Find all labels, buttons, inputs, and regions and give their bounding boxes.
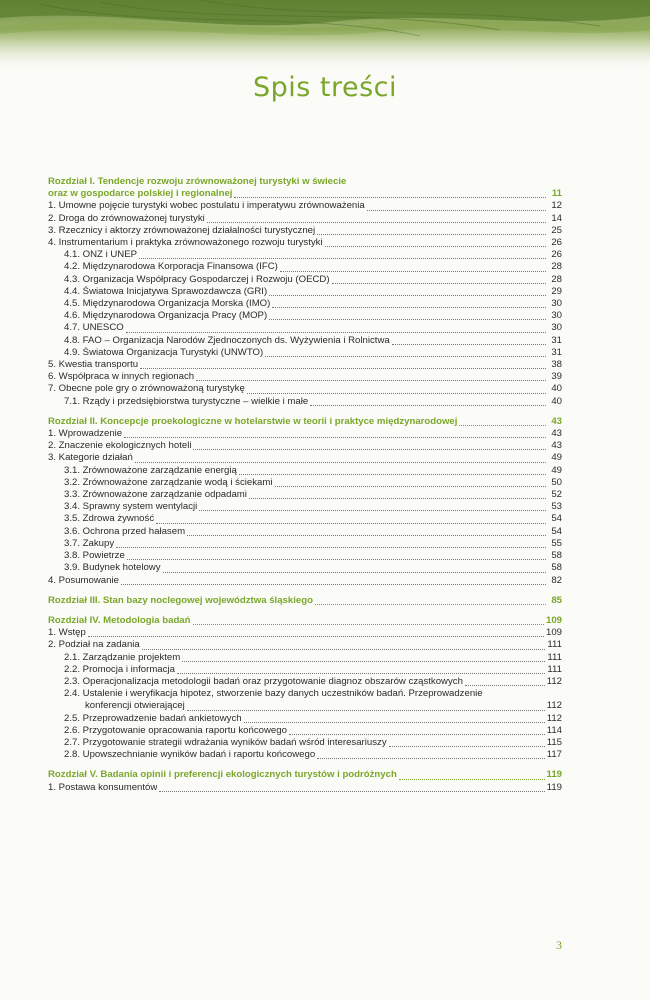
toc-entry-label: 3.1. Zrównoważone zarządzanie energią	[64, 464, 237, 476]
toc-entry	[48, 213, 562, 225]
toc-chapter	[48, 416, 562, 428]
toc-entry-label: 4.3. Organizacja Współpracy Gospodarczej i Rozwoju (OECD)	[64, 273, 330, 285]
toc-entry-label: 3. Rzecznicy i aktorzy zrównoważonej działalności turystycznej	[48, 224, 316, 236]
toc-entry	[48, 639, 562, 651]
toc-leader-dots	[139, 248, 546, 259]
toc-page-number: 43	[551, 440, 562, 452]
toc-page-number: 31	[551, 334, 562, 346]
toc-entry	[48, 676, 562, 688]
toc-entry	[48, 501, 562, 513]
toc-leader-dots	[196, 370, 546, 381]
toc-page-number: 114	[546, 724, 562, 736]
toc-entry-label: 4.6. Międzynarodowa Organizacja Pracy (MOP)	[64, 310, 268, 322]
toc-page-number: 11	[551, 188, 562, 200]
toc-leader-dots	[140, 358, 546, 369]
toc-page-number: 55	[551, 537, 562, 549]
toc-entry-label: 4.4. Światowa Inicjatywa Sprawozdawcza (GRI)	[64, 285, 268, 297]
toc-entry	[48, 526, 562, 538]
toc-leader-dots	[269, 309, 546, 320]
toc-entry	[48, 335, 562, 347]
toc-entry	[48, 452, 562, 464]
toc-entry	[48, 200, 562, 212]
toc-leader-dots	[239, 464, 546, 475]
toc-chapter-title: Rozdział II. Koncepcje proekologiczne w hotelarstwie w teorii i praktyce międzynarodowej	[48, 415, 458, 427]
toc-entry	[48, 261, 562, 273]
toc-entry-label: 2.2. Promocja i informacja	[64, 663, 175, 675]
toc-entry-label: 2.3. Operacjonalizacja metodologii badań oraz przygotowanie diagnoz obszarów cząstkowych	[64, 675, 463, 687]
toc-entry-label: 2. Podział na zadania	[48, 639, 140, 651]
toc-page-number: 40	[551, 395, 562, 407]
toc-leader-dots	[124, 427, 546, 438]
toc-entry-label: 6. Współpraca w innych regionach	[48, 371, 195, 383]
toc-page-number: 109	[545, 627, 562, 639]
toc-page-number: 50	[551, 476, 562, 488]
toc-leader-dots	[244, 712, 545, 723]
toc-chapter	[48, 615, 562, 627]
toc-entry-label: 1. Wstęp	[48, 627, 86, 639]
toc-leader-dots	[275, 476, 546, 487]
toc-entry	[48, 396, 562, 408]
toc-chapter-title: Rozdział I. Tendencje rozwoju zrównoważonej turystyki w świecie	[48, 176, 347, 187]
toc-page-number: 111	[547, 639, 562, 651]
toc-leader-dots	[127, 549, 546, 560]
toc-leader-dots	[399, 769, 545, 780]
toc-entry-label: 4. Posumowanie	[48, 574, 119, 586]
toc-leader-dots	[234, 187, 546, 198]
toc-leader-dots	[135, 452, 546, 463]
toc-leader-dots	[459, 415, 546, 426]
toc-entry	[48, 359, 562, 371]
toc-leader-dots	[142, 639, 546, 650]
toc-leader-dots	[177, 663, 546, 674]
toc-entry-label: 1. Postawa konsumentów	[48, 781, 158, 793]
toc-page-number: 49	[551, 452, 562, 464]
toc-entry	[48, 562, 562, 574]
toc-entry	[48, 688, 562, 712]
toc-page-number: 29	[551, 285, 562, 297]
toc-page-number: 40	[551, 383, 562, 395]
toc-entry-label: 4.9. Światowa Organizacja Turystyki (UNWTO)	[64, 346, 264, 358]
toc-entry-label: 4.1. ONZ i UNEP	[64, 249, 138, 261]
toc-leader-dots	[310, 395, 546, 406]
toc-leader-dots	[272, 297, 546, 308]
toc-entry	[48, 627, 562, 639]
toc-chapter-title-cont: oraz w gospodarce polskiej i regionalnej	[48, 188, 233, 200]
toc-entry-label: 7. Obecne pole gry o zrównoważoną turystykę	[48, 383, 245, 395]
toc-entry	[48, 237, 562, 249]
toc-entry	[48, 477, 562, 489]
toc-chapter-title: Rozdział IV. Metodologia badań	[48, 614, 191, 626]
toc-entry-label: 3.8. Powietrze	[64, 550, 125, 562]
toc-page-number: 26	[551, 237, 562, 249]
toc-entry-label: 4.5. Międzynarodowa Organizacja Morska (IMO)	[64, 298, 271, 310]
toc-entry-label: 3.5. Zdrowa żywność	[64, 513, 155, 525]
toc-entry	[48, 383, 562, 395]
toc-page-number: 85	[551, 594, 562, 606]
toc-page-number: 30	[551, 298, 562, 310]
toc-leader-dots	[126, 322, 546, 333]
toc-leader-dots	[317, 748, 545, 759]
toc-leader-dots	[199, 500, 546, 511]
toc-entry	[48, 749, 562, 761]
toc-leader-dots	[367, 200, 546, 211]
toc-page-number: 119	[546, 769, 562, 781]
toc-entry	[48, 737, 562, 749]
toc-leader-dots	[465, 675, 545, 686]
toc-entry-label: 1. Umowne pojęcie turystyki wobec postulatu i imperatywu zrównoważenia	[48, 200, 365, 212]
toc-chapter	[48, 176, 562, 200]
toc-entry-label: 3.6. Ochrona przed hałasem	[64, 525, 186, 537]
toc-page-number: 111	[547, 663, 562, 675]
toc-leader-dots	[207, 212, 546, 223]
toc-leader-dots	[187, 525, 546, 536]
toc-leader-dots	[289, 724, 545, 735]
toc-entry	[48, 513, 562, 525]
toc-page-number: 14	[551, 212, 562, 224]
toc-entry-label: 2.4. Ustalenie i weryfikacja hipotez, stworzenie bazy danych uczestników badań. Przeprowadzenie	[64, 688, 483, 700]
toc-entry	[48, 652, 562, 664]
toc-page-number: 54	[551, 513, 562, 525]
toc-entry	[48, 713, 562, 725]
toc-leader-dots	[182, 651, 545, 662]
toc-page-number: 39	[551, 371, 562, 383]
toc-page-number: 49	[551, 464, 562, 476]
toc-leader-dots	[317, 224, 546, 235]
toc-leader-dots	[121, 574, 546, 585]
header-landscape-image	[0, 0, 650, 72]
toc-page-number: 115	[546, 736, 562, 748]
toc-entry	[48, 550, 562, 562]
toc-page-number: 26	[551, 249, 562, 261]
table-of-contents	[48, 176, 562, 794]
toc-entry	[48, 465, 562, 477]
toc-entry-label: 3.9. Budynek hotelowy	[64, 562, 161, 574]
toc-page-number: 30	[551, 310, 562, 322]
toc-page-number: 58	[551, 562, 562, 574]
toc-page-number: 28	[551, 273, 562, 285]
toc-entry-label: 2.8. Upowszechnianie wyników badań i raportu końcowego	[64, 749, 316, 761]
toc-entry	[48, 225, 562, 237]
toc-entry-label: 7.1. Rządy i przedsiębiorstwa turystyczne – wielkie i małe	[64, 395, 309, 407]
toc-page-number: 38	[551, 359, 562, 371]
toc-page-number: 28	[551, 261, 562, 273]
toc-page-number: 31	[551, 346, 562, 358]
toc-entry	[48, 310, 562, 322]
toc-entry	[48, 782, 562, 794]
toc-page-number: 82	[551, 574, 562, 586]
toc-entry-label: 4.8. FAO – Organizacja Narodów Zjednoczonych ds. Wyżywienia i Rolnictwa	[64, 334, 390, 346]
toc-entry	[48, 274, 562, 286]
toc-entry-label: 3.4. Sprawny system wentylacji	[64, 501, 198, 513]
toc-leader-dots	[249, 488, 546, 499]
toc-entry-label: 2.5. Przeprowadzenie badań ankietowych	[64, 712, 242, 724]
toc-entry-label: 3.2. Zrównoważone zarządzanie wodą i ściekami	[64, 476, 273, 488]
toc-leader-dots	[265, 346, 546, 357]
toc-leader-dots	[88, 626, 544, 637]
toc-page-number: 112	[546, 712, 562, 724]
page-number: 3	[556, 938, 562, 952]
toc-entry	[48, 371, 562, 383]
toc-entry-label: 4.7. UNESCO	[64, 322, 124, 334]
toc-chapter	[48, 769, 562, 781]
toc-chapter-title: Rozdział III. Stan bazy noclegowej województwa śląskiego	[48, 594, 313, 606]
toc-entry-label: 2. Droga do zrównoważonej turystyki	[48, 212, 205, 224]
toc-entry-label: 3. Kategorie działań	[48, 452, 133, 464]
toc-entry	[48, 538, 562, 550]
toc-entry-label: 4.2. Międzynarodowa Korporacja Finansowa (IFC)	[64, 261, 278, 273]
toc-entry-label-cont: konferencji otwierającej	[85, 700, 185, 712]
toc-leader-dots	[187, 700, 545, 711]
toc-entry	[48, 575, 562, 587]
toc-leader-dots	[332, 273, 546, 284]
toc-chapter-title: Rozdział V. Badania opinii i preferencji ekologicznych turystów i podróżnych	[48, 769, 397, 781]
toc-page-number: 111	[547, 651, 562, 663]
toc-entry-label: 1. Wprowadzenie	[48, 428, 123, 440]
toc-page-number: 52	[551, 489, 562, 501]
toc-entry-label: 2.7. Przygotowanie strategii wdrażania wyników badań wśród interesariuszy	[64, 736, 387, 748]
toc-leader-dots	[392, 334, 546, 345]
toc-page-number: 58	[551, 550, 562, 562]
toc-page-number: 54	[551, 525, 562, 537]
toc-entry	[48, 347, 562, 359]
toc-leader-dots	[315, 594, 546, 605]
toc-leader-dots	[280, 261, 546, 272]
toc-leader-dots	[159, 781, 544, 792]
toc-page-number: 119	[546, 781, 562, 793]
toc-entry	[48, 249, 562, 261]
toc-entry-label: 2.6. Przygotowanie opracowania raportu końcowego	[64, 724, 287, 736]
toc-page-number: 43	[551, 415, 562, 427]
toc-page-number: 25	[551, 224, 562, 236]
toc-page-number: 117	[546, 749, 562, 761]
toc-page-number: 112	[546, 675, 562, 687]
toc-leader-dots	[193, 614, 544, 625]
toc-entry	[48, 322, 562, 334]
toc-entry	[48, 298, 562, 310]
toc-entry-label: 4. Instrumentarium i praktyka zrównoważonego rozwoju turystyki	[48, 237, 323, 249]
toc-leader-dots	[247, 383, 546, 394]
toc-page-number: 12	[551, 200, 562, 212]
toc-entry	[48, 286, 562, 298]
toc-entry	[48, 489, 562, 501]
toc-page-number: 112	[546, 700, 562, 712]
toc-leader-dots	[325, 236, 546, 247]
toc-chapter	[48, 595, 562, 607]
toc-page-number: 109	[545, 614, 562, 626]
toc-leader-dots	[163, 562, 546, 573]
toc-entry-label: 2. Znaczenie ekologicznych hoteli	[48, 440, 192, 452]
toc-leader-dots	[156, 513, 546, 524]
toc-page-number: 30	[551, 322, 562, 334]
toc-leader-dots	[116, 537, 546, 548]
toc-leader-dots	[193, 439, 546, 450]
toc-leader-dots	[389, 736, 545, 747]
toc-entry-label: 3.3. Zrównoważone zarządzanie odpadami	[64, 489, 247, 501]
toc-entry	[48, 725, 562, 737]
toc-entry-label: 5. Kwestia transportu	[48, 359, 139, 371]
toc-leader-dots	[269, 285, 546, 296]
page-title: Spis treści	[252, 72, 398, 103]
toc-entry-label: 3.7. Zakupy	[64, 537, 115, 549]
toc-entry	[48, 428, 562, 440]
toc-page-number: 53	[551, 501, 562, 513]
toc-entry	[48, 664, 562, 676]
toc-entry	[48, 440, 562, 452]
toc-entry-label: 2.1. Zarządzanie projektem	[64, 651, 181, 663]
toc-page-number: 43	[551, 428, 562, 440]
